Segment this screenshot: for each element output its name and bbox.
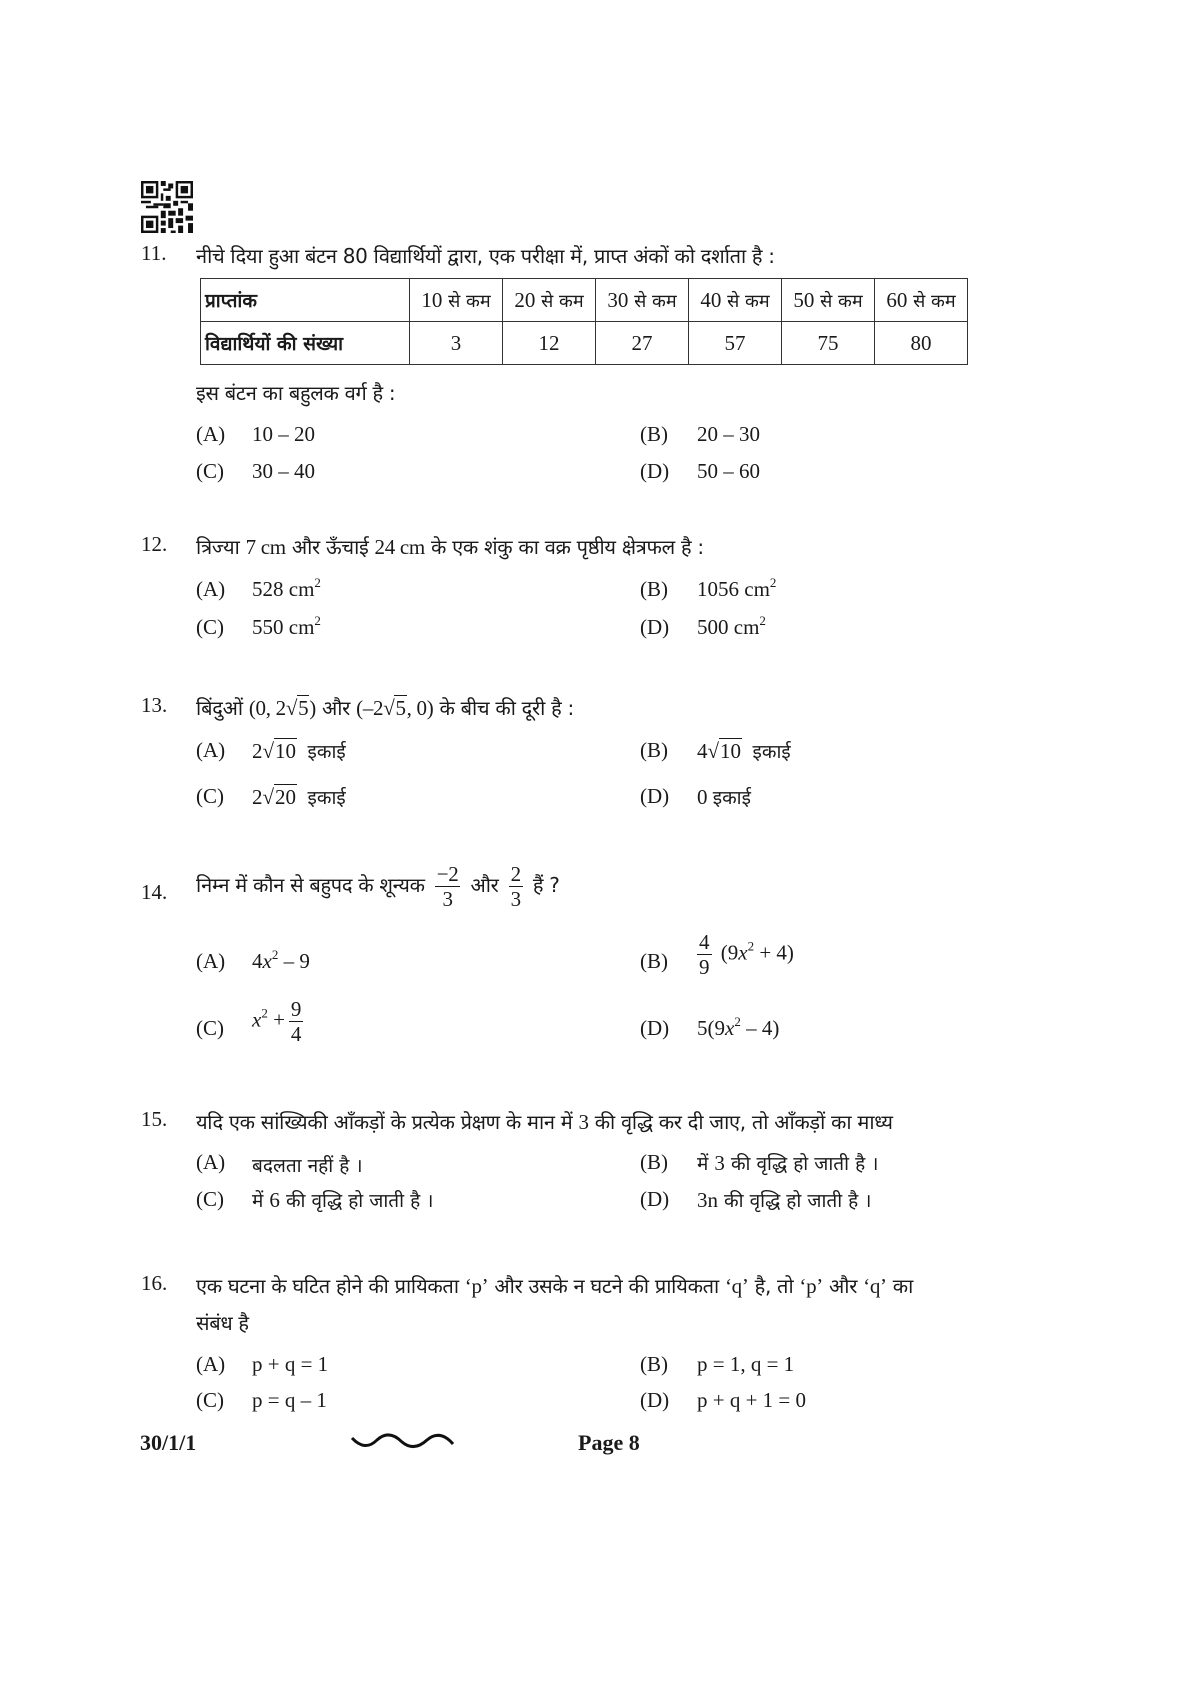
option-d-value: 3n की वृद्धि हो जाती है । [697,1188,872,1212]
option-b-value: p = 1, q = 1 [697,1352,795,1376]
option-d-value: 0 इकाई [697,785,751,809]
table-cell: 75 [782,322,875,365]
option-a-label: (A) [196,577,226,601]
option-a-value: बदलता नहीं है । [252,1155,363,1177]
option-d-value: 50 – 60 [697,459,760,483]
table-cell: 10 से कम [410,279,503,322]
option-a-label: (A) [196,1150,226,1174]
option-d-value: p + q + 1 = 0 [697,1388,807,1412]
option-a-value: 2√10 इकाई [252,739,346,763]
option-b-value: 20 – 30 [697,422,760,446]
page-number: Page 8 [578,1430,640,1455]
option-b-label: (B) [640,1150,668,1174]
option-d-label: (D) [640,1016,670,1040]
table-row [201,322,968,365]
option-c-value: $x^2$ + $\frac{9}{4}$ [252,997,302,1046]
option-c-label: (C) [196,1388,224,1412]
question-text: नीचे दिया हुआ बंटन 80 विद्यार्थियों द्वारा, एक परीक्षा में, प्राप्त अंकों को दर्शाता है : [196,244,775,268]
option-c-value: 550 $cm^2$ [252,613,321,639]
option-c-value: में 6 की वृद्धि हो जाती है । [252,1188,434,1212]
question-number: 12. [141,532,168,556]
question-number: 15. [141,1107,168,1131]
table-cell: 40 से कम [689,279,782,322]
table-cell: 12 [503,322,596,365]
option-c-label: (C) [196,1016,224,1040]
table-cell: 27 [596,322,689,365]
table-row [201,279,968,322]
table-cell: 50 से कम [782,279,875,322]
option-b-value: में 3 की वृद्धि हो जाती है । [697,1151,879,1175]
question-text-line1: एक घटना के घटित होने की प्रायिकता ‘p’ और उसके न घटने की प्रायिकता ‘q’ है, तो ‘p’ और ‘q’ का [196,1274,914,1298]
option-d-label: (D) [640,1187,670,1211]
row-header-marks: प्राप्तांक [201,279,410,322]
option-b-value: 4√10 इकाई [697,739,791,763]
question-number: 16. [141,1271,168,1295]
option-d-label: (D) [640,1388,670,1412]
option-d-label: (D) [640,615,670,639]
option-d-label: (D) [640,784,670,808]
table-cell: 57 [689,322,782,365]
option-d-label: (D) [640,459,670,483]
wave-ornament-icon [350,1430,455,1452]
option-b-label: (B) [640,738,668,762]
option-b-label: (B) [640,577,668,601]
qr-code-icon [141,181,193,233]
option-c-label: (C) [196,1187,224,1211]
option-a-value: p + q = 1 [252,1352,329,1376]
question-text: बिंदुओं (0, 2√5) और (–2√5, 0) के बीच की दूरी है : [196,696,574,720]
paper-code: 30/1/1 [140,1430,197,1455]
table-cell: 20 से कम [503,279,596,322]
question-text: त्रिज्या 7 cm और ऊँचाई 24 cm के एक शंकु का वक्र पृष्ठीय क्षेत्रफल है : [196,535,704,559]
question-number: 13. [141,693,168,717]
option-d-value: $5(9x^2 - 4)$ [697,1014,780,1040]
option-c-label: (C) [196,615,224,639]
option-a-value: 528 $cm^2$ [252,575,321,601]
table-cell: 60 से कम [875,279,968,322]
option-b-label: (B) [640,949,668,973]
option-c-value: p = q – 1 [252,1388,327,1412]
table-cell: 80 [875,322,968,365]
table-cell: 3 [410,322,503,365]
option-a-label: (A) [196,1352,226,1376]
option-b-value: $\frac{4}{9}$ $(9x^2 + 4)$ [699,930,794,979]
option-b-value: 1056 $cm^2$ [697,575,777,601]
option-b-label: (B) [640,422,668,446]
option-a-label: (A) [196,422,226,446]
option-d-value: 500 $cm^2$ [697,613,766,639]
option-c-value: 2√20 इकाई [252,785,346,809]
question-text: निम्न में कौन से बहुपद के शून्यक $\frac{-2}{3}$ और $\frac{2}{3}$ हैं ? [196,862,560,911]
option-c-label: (C) [196,459,224,483]
marks-distribution-table [200,278,968,365]
question-text: यदि एक सांख्यिकी आँकड़ों के प्रत्येक प्रेक्षण के मान में 3 की वृद्धि कर दी जाए, तो आँकड़ों का माध्य [196,1110,893,1134]
question-followup: इस बंटन का बहुलक वर्ग है : [196,381,396,405]
option-a-label: (A) [196,949,226,973]
option-b-label: (B) [640,1352,668,1376]
question-number: 11. [141,241,167,265]
row-header-students: विद्यार्थियों की संख्या [201,322,410,365]
option-c-value: 30 – 40 [252,459,315,483]
question-number: 14. [141,880,168,904]
option-a-value: 10 – 20 [252,422,315,446]
option-a-label: (A) [196,738,226,762]
option-c-label: (C) [196,784,224,808]
table-cell: 30 से कम [596,279,689,322]
option-a-value: $4x^2 - 9$ [252,947,310,973]
question-text-line2: संबंध है [196,1311,249,1335]
